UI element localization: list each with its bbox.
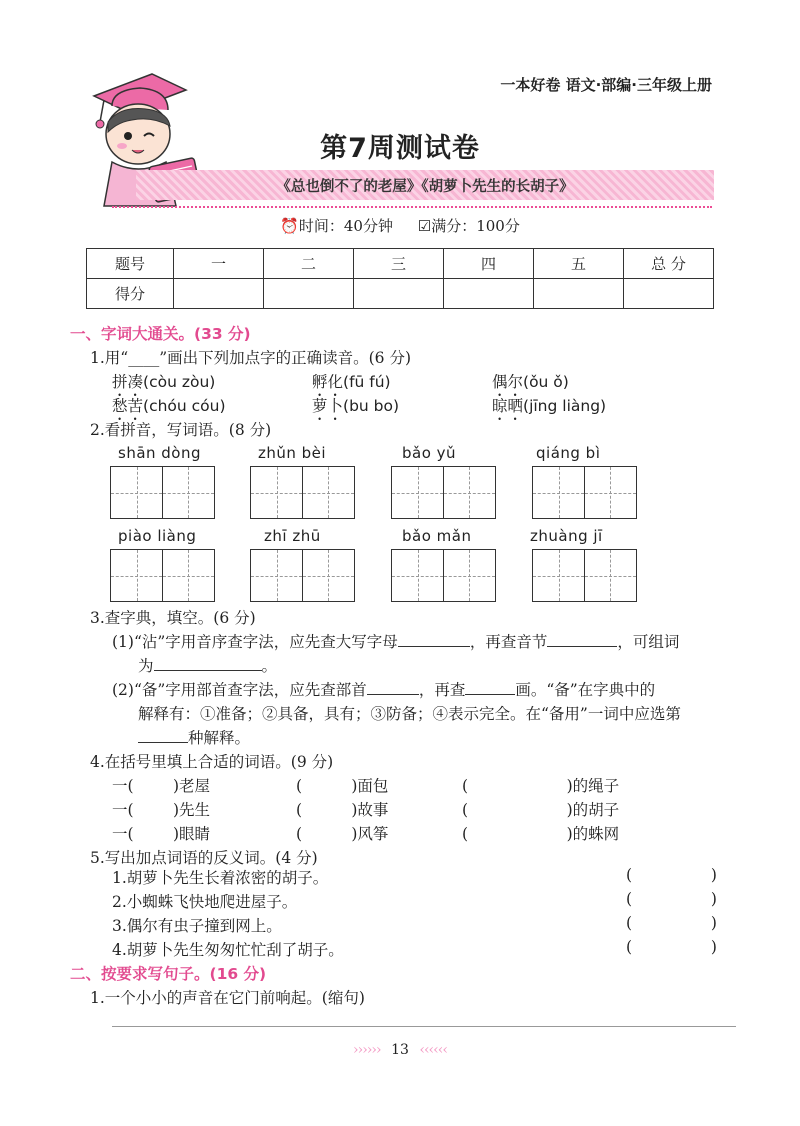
pinyin-label: zhuàng jī (530, 527, 603, 545)
pinyin-label: bǎo mǎn (402, 527, 472, 545)
decorative-arrows-right-icon: ›››››› (353, 1042, 381, 1058)
q1-prompt: 1.用“____”画出下列加点字的正确读音。(6 分) (90, 349, 412, 367)
q5-sentence: 2.小蜘蛛飞快地爬进屋子。 (112, 893, 298, 911)
q4-fill-item[interactable]: ( )的胡子 (462, 801, 620, 819)
score-table-score-row (87, 279, 714, 309)
fill-blank[interactable] (398, 646, 470, 647)
lesson-banner (136, 170, 714, 200)
s2-q1-prompt: 1.一个小小的声音在它门前响起。(缩句) (90, 989, 365, 1007)
answer-paren[interactable]: ( ) (626, 890, 717, 908)
pinyin-label: qiáng bì (536, 444, 601, 462)
pinyin-label: zhī zhū (264, 527, 321, 545)
q1-item[interactable]: 偶尔(ǒu ǒ) (492, 373, 569, 391)
score-header-cell: 四 (444, 249, 534, 279)
q4-fill-item[interactable]: ( )的绳子 (462, 777, 620, 795)
score-info: ☑满分：100分 (417, 217, 520, 235)
score-header-cell: 二 (264, 249, 354, 279)
score-input-cell[interactable] (444, 279, 534, 309)
q4-fill-item[interactable]: 一( )眼睛 (112, 825, 211, 843)
score-header-cell: 五 (534, 249, 624, 279)
q1-item[interactable]: 孵化(fū fú) (312, 373, 391, 391)
q5-sentence: 1.胡萝卜先生长着浓密的胡子。 (112, 869, 329, 887)
q5-prompt: 5.写出加点词语的反义词。(4 分) (90, 849, 318, 867)
section-1-heading: 一、字词大通关。(33 分) (70, 325, 251, 343)
q4-prompt: 4.在括号里填上合适的词语。(9 分) (90, 753, 334, 771)
footer-divider (112, 1026, 736, 1027)
score-header-cell: 三 (354, 249, 444, 279)
q5-sentence: 3.偶尔有虫子撞到网上。 (112, 917, 282, 935)
writing-box-pair[interactable] (110, 549, 215, 602)
q4-fill-item[interactable]: ( )故事 (296, 801, 389, 819)
writing-box-pair[interactable] (532, 549, 637, 602)
score-input-cell[interactable] (354, 279, 444, 309)
q5-sentence: 4.胡萝卜先生匆匆忙忙刮了胡子。 (112, 941, 344, 959)
pinyin-label: shān dòng (118, 444, 202, 462)
fill-blank[interactable] (465, 694, 515, 695)
score-input-cell[interactable] (534, 279, 624, 309)
page-footer (0, 1042, 800, 1058)
fill-blank[interactable] (138, 742, 188, 743)
section-2-heading: 二、按要求写句子。(16 分) (70, 965, 267, 983)
writing-box-pair[interactable] (391, 466, 496, 519)
q1-item[interactable]: 愁苦(chóu cóu) (112, 397, 226, 415)
decorative-arrows-left-icon: ‹‹‹‹‹‹ (419, 1042, 447, 1058)
writing-box-pair[interactable] (532, 466, 637, 519)
score-header-cell: 一 (174, 249, 264, 279)
decorative-dotted-divider (112, 206, 712, 208)
score-header-cell: 总 分 (624, 249, 714, 279)
writing-box-pair[interactable] (250, 549, 355, 602)
writing-box-pair[interactable] (391, 549, 496, 602)
q1-item[interactable]: 拼凑(còu zòu) (112, 373, 216, 391)
writing-box-pair[interactable] (110, 466, 215, 519)
fill-blank[interactable] (154, 670, 262, 671)
q3-part2-end: 种解释。 (138, 726, 250, 748)
q3-part1: (1)“沾”字用音序查字法，应先查大写字母 ，再查音节 ，可组词 (112, 633, 680, 651)
q3-part1-cont: 为 。 (138, 657, 278, 675)
writing-box-pair[interactable] (250, 466, 355, 519)
q4-fill-item[interactable]: ( )风筝 (296, 825, 389, 843)
score-input-cell[interactable] (174, 279, 264, 309)
lesson-titles: 《总也倒不了的老屋》《胡萝卜先生的长胡子》 (276, 179, 574, 195)
answer-paren[interactable]: ( ) (626, 914, 717, 932)
q4-fill-item[interactable]: ( )面包 (296, 777, 389, 795)
score-input-cell[interactable] (264, 279, 354, 309)
q3-part2: (2)“备”字用部首查字法，应先查部首 ，再查 画。“备”在字典中的 (112, 681, 656, 699)
exam-meta (0, 215, 800, 236)
pinyin-label: bǎo yǔ (402, 444, 457, 462)
answer-paren[interactable]: ( ) (626, 866, 717, 884)
fill-blank[interactable] (367, 694, 419, 695)
series-label: 一本好卷 语文·部编·三年级上册 (500, 76, 712, 94)
q3-part2-cont: 解释有：①准备；②具备，具有；③防备；④表示完全。在“备用”一词中应选第 (138, 705, 681, 723)
q2-prompt: 2.看拼音，写词语。(8 分) (90, 421, 272, 439)
q1-item[interactable]: 晾晒(jīng liàng) (492, 397, 607, 415)
fill-blank[interactable] (547, 646, 617, 647)
clock-icon: ⏰ (280, 217, 299, 235)
page-number: 13 (391, 1042, 409, 1058)
score-table (86, 248, 714, 309)
score-table-header-row (87, 249, 714, 279)
q1-item[interactable]: 萝卜(bu bo) (312, 397, 400, 415)
pinyin-label: zhǔn bèi (258, 444, 327, 462)
pinyin-label: piào liàng (118, 527, 197, 545)
answer-paren[interactable]: ( ) (626, 938, 717, 956)
q4-fill-item[interactable]: 一( )老屋 (112, 777, 211, 795)
score-input-cell[interactable] (624, 279, 714, 309)
page-title: 第7周测试卷 (320, 133, 480, 164)
q4-fill-item[interactable]: ( )的蛛网 (462, 825, 620, 843)
score-header-cell: 题号 (87, 249, 174, 279)
score-row-label: 得分 (87, 279, 174, 309)
time-info: ⏰时间：40分钟 (280, 217, 393, 235)
checkbox-icon: ☑ (417, 217, 432, 235)
q4-fill-item[interactable]: 一( )先生 (112, 801, 211, 819)
q3-prompt: 3.查字典，填空。(6 分) (90, 609, 256, 627)
